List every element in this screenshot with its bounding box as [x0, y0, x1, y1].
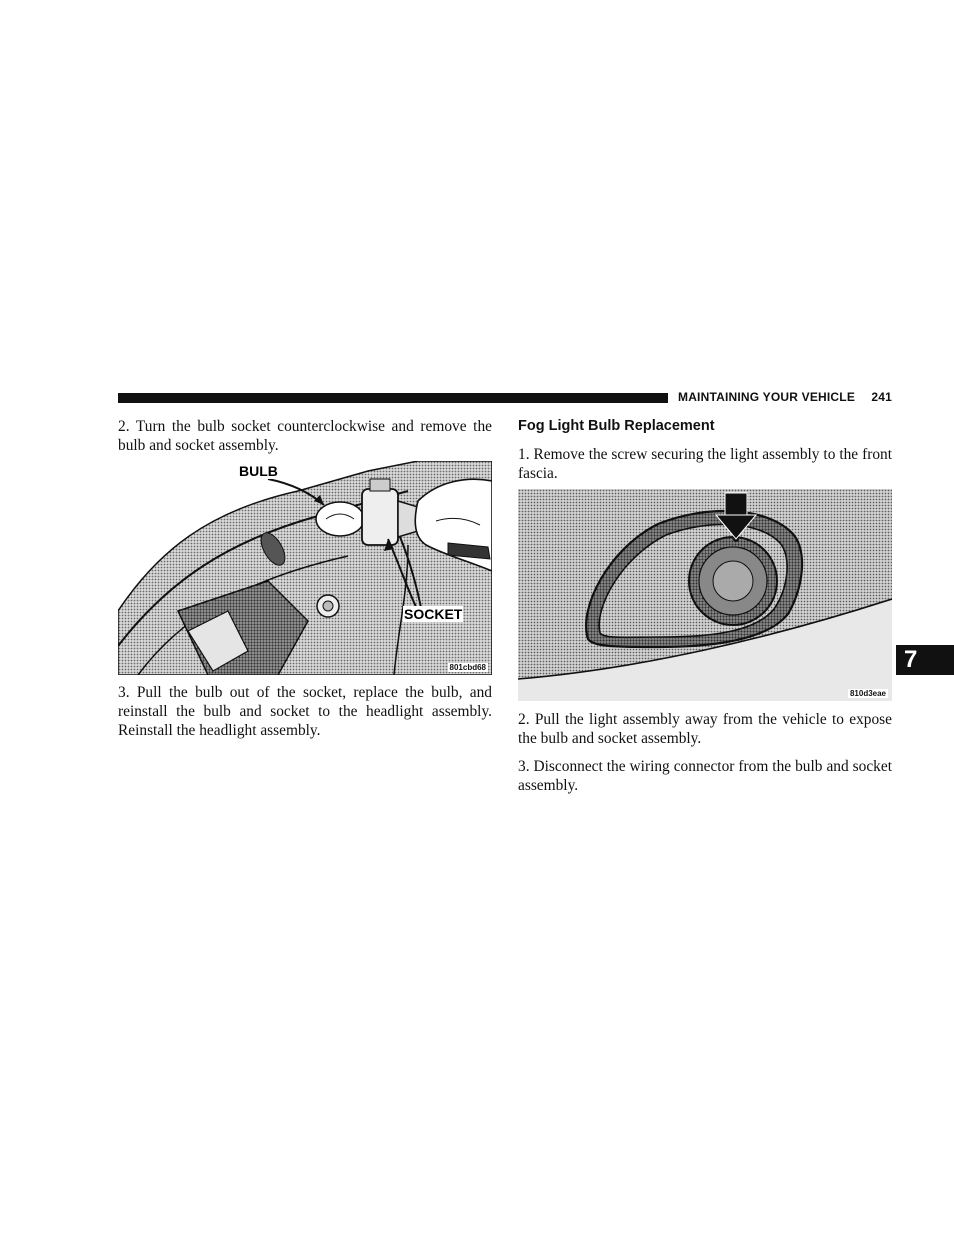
header-section-title: MAINTAINING YOUR VEHICLE [678, 390, 856, 404]
page-number: 241 [871, 390, 892, 404]
callout-bulb: BULB [239, 463, 278, 479]
fog-light-figure [518, 489, 892, 701]
headlight-illustration [118, 461, 492, 675]
fog-light-illustration [518, 489, 892, 701]
running-header [678, 390, 892, 406]
chapter-tab [896, 645, 954, 675]
step-3-text: 3. Disconnect the wiring connector from the bulb and socket assembly. [518, 758, 892, 794]
step-2-text: 2. Turn the bulb socket counterclockwise and remove the bulb and socket assembly. [118, 418, 492, 454]
figure-code: 810d3eae [849, 689, 886, 698]
chapter-number: 7 [904, 646, 918, 673]
step-1-text: 1. Remove the screw securing the light assembly to the front fascia. [518, 446, 892, 482]
step-3-text: 3. Pull the bulb out of the socket, replace the bulb, and reinstall the bulb and socket to the headlight assembly. Reinstall the headlight assembly. [118, 684, 492, 739]
figure-code: 801cbd68 [449, 663, 486, 672]
header-rule [118, 393, 668, 403]
callout-socket: SOCKET [404, 606, 463, 622]
right-column [518, 417, 892, 795]
left-column [118, 417, 492, 740]
step-2-text: 2. Pull the light assembly away from the vehicle to expose the bulb and socket assembly. [518, 711, 892, 747]
section-heading: Fog Light Bulb Replacement [518, 418, 715, 434]
headlight-bulb-socket-figure [118, 461, 492, 675]
